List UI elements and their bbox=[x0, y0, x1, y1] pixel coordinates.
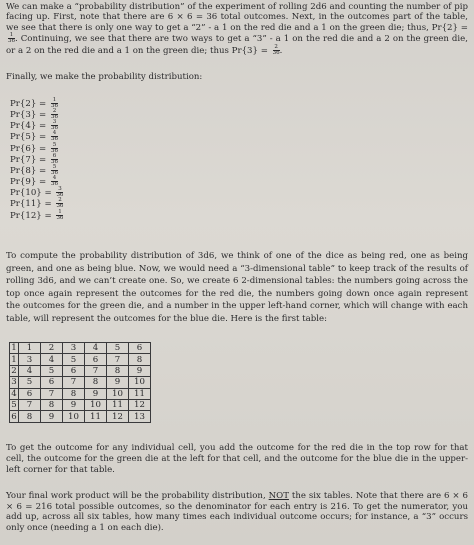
distribution-row bbox=[10, 187, 63, 198]
table-row bbox=[10, 388, 151, 399]
table-cell: 3 bbox=[19, 354, 41, 365]
fraction-denominator: 36 bbox=[56, 192, 64, 199]
table-cell: 10 bbox=[129, 377, 151, 388]
distribution-row bbox=[10, 176, 63, 187]
not-underlined: NOT bbox=[268, 491, 289, 501]
table-cell: 2 bbox=[11, 365, 17, 376]
fraction-pr2: $\frac{1}{36}$ bbox=[8, 32, 15, 45]
distribution-label: Pr{9} = bbox=[10, 177, 49, 188]
table-cell: 9 bbox=[85, 388, 107, 399]
fraction-denominator: 36 bbox=[50, 169, 58, 176]
table-cell: 10 bbox=[85, 399, 107, 410]
table-cell: 4 bbox=[41, 354, 63, 365]
table-cell: 6 bbox=[41, 377, 63, 388]
intro-text-a: We can make a “probability distribution” of the experiment of rolling 2d6 and counting the number of pip facing up. First, note that there are 6 × 6 = 36 total outcomes. Next, in the outcomes part of the table, we see that there is only one way to get a “2” - a 1 on the red die and a 1 on the green die; thus, Pr{2} = bbox=[6, 2, 468, 33]
table-cell: 13 bbox=[129, 411, 151, 422]
distribution-fraction bbox=[56, 198, 63, 209]
distribution-label: Pr{10} = bbox=[10, 188, 55, 199]
table-cell: 5 bbox=[41, 365, 63, 376]
table-corner-cell: 1 bbox=[11, 343, 17, 354]
table-cell: 5 bbox=[19, 377, 41, 388]
distribution-label: Pr{5} = bbox=[10, 132, 49, 143]
table-row bbox=[10, 411, 151, 422]
cell-outcome-paragraph: To get the outcome for any individual cell, you add the outcome for the red die in the top row for that cell, the outcome for the green die at the left for that cell, and the outcome for the blue die in the upper-left corner for that table. bbox=[6, 443, 468, 475]
table-cell: 11 bbox=[129, 388, 151, 399]
table-cell: 3 bbox=[11, 377, 17, 388]
table-cell: 8 bbox=[107, 365, 129, 376]
table-cell: 8 bbox=[85, 377, 107, 388]
distribution-label: Pr{8} = bbox=[10, 165, 49, 176]
fraction-denominator: 36 bbox=[50, 103, 58, 109]
table-cell: 1 bbox=[19, 343, 41, 354]
table-cell: 6 bbox=[85, 354, 107, 365]
distribution-fraction bbox=[56, 210, 63, 221]
table-cell: 8 bbox=[19, 411, 41, 422]
fraction-pr3: $\frac{2}{36}$ bbox=[272, 43, 280, 56]
table-cell: 7 bbox=[19, 399, 41, 410]
fraction-numerator: 1 bbox=[52, 97, 57, 103]
fraction-denominator: 36 bbox=[50, 181, 58, 188]
distribution-label: Pr{3} = bbox=[10, 110, 49, 121]
table-row bbox=[10, 377, 151, 388]
table-row bbox=[10, 354, 151, 365]
table-cell: 8 bbox=[63, 388, 85, 399]
table-cell: 9 bbox=[41, 411, 63, 422]
table-cell: 4 bbox=[85, 343, 107, 354]
fraction-numerator: 3 bbox=[58, 186, 62, 193]
table-cell: 4 bbox=[19, 365, 41, 376]
distribution-fraction bbox=[51, 176, 58, 187]
distribution-row bbox=[10, 210, 63, 221]
fraction-numerator: 5 bbox=[52, 163, 57, 170]
table-cell: 1 bbox=[11, 354, 17, 365]
distribution-row bbox=[10, 198, 63, 209]
table-cell: 8 bbox=[129, 354, 151, 365]
table-cell: 4 bbox=[11, 388, 17, 399]
table-row bbox=[10, 365, 151, 376]
distribution-heading: Finally, we make the probability distribution: bbox=[6, 72, 203, 82]
table-cell: 11 bbox=[85, 411, 107, 422]
fraction-denominator: 36 bbox=[56, 203, 64, 210]
distribution-fraction bbox=[51, 143, 58, 154]
table-cell: 12 bbox=[129, 399, 151, 410]
table-cell: 7 bbox=[107, 354, 129, 365]
fraction-numerator: 6 bbox=[52, 152, 57, 159]
table-header-row bbox=[10, 343, 151, 354]
table-cell: 7 bbox=[41, 388, 63, 399]
table-cell: 9 bbox=[107, 377, 129, 388]
intro-text-c: . bbox=[279, 45, 283, 56]
final-text-b: the six tables. Note that there are 6 × 6 × 6 = 216 total possible outcomes, so the denominator for each entry is 216. To get the numerator, you add up, across all six tables, how many times each individual outcome occurs; for instance, a “3” occurs only once (needing a 1 on each die). bbox=[6, 491, 468, 533]
table-cell: 5 bbox=[107, 343, 129, 354]
fraction-numerator: 2 bbox=[52, 108, 57, 115]
table-cell: 6 bbox=[19, 388, 41, 399]
table-cell: 6 bbox=[129, 343, 151, 354]
table-cell: 5 bbox=[11, 400, 17, 411]
distribution-label: Pr{11} = bbox=[10, 199, 55, 210]
distribution-row bbox=[10, 131, 63, 142]
distribution-label: Pr{12} = bbox=[10, 210, 55, 221]
fraction-denominator: 36 bbox=[50, 158, 58, 165]
table-cell: 2 bbox=[41, 343, 63, 354]
fraction-denominator: 36 bbox=[50, 125, 58, 132]
table-cell: 8 bbox=[41, 399, 63, 410]
fraction-numerator: 4 bbox=[52, 175, 57, 182]
table-cell: 12 bbox=[107, 411, 129, 422]
table-cell: 3 bbox=[63, 343, 85, 354]
fraction-numerator: 5 bbox=[52, 141, 57, 148]
distribution-label: Pr{7} = bbox=[10, 154, 49, 165]
intro-paragraph bbox=[6, 2, 468, 56]
fraction-numerator: 4 bbox=[52, 130, 57, 137]
intro-text-b: . Continuing, we see that there are two ways to get a “3” - a 1 on the red die and a 2 on the green die, or a 2 on the red die and a 1 on the green die; thus Pr{3} = bbox=[6, 34, 468, 56]
probability-distribution-list bbox=[10, 98, 63, 221]
table-cell: 10 bbox=[63, 411, 85, 422]
outcome-table bbox=[9, 342, 151, 423]
fraction-numerator: 2 bbox=[58, 197, 62, 204]
table-cell: 5 bbox=[63, 354, 85, 365]
table-cell: 11 bbox=[107, 399, 129, 410]
final-work-paragraph bbox=[6, 491, 468, 533]
table-cell: 7 bbox=[63, 377, 85, 388]
3d6-explanation-paragraph: To compute the probability distribution of 3d6, we think of one of the dice as being red, one as being green, and one as being blue. Now, we would need a “3-dimensional table” to keep track of the results of rolling 3d6, and we can’t create one. So, we create 6 2-dimensional tables: the numbers going across the top once again represent the outcomes for the red die, the numbers going down once again represent the outcomes for the green die, and a number in the upper left-hand corner, which will change with each table, will represent the outcomes for the blue die. Here is the first table: bbox=[6, 251, 468, 324]
table-cell: 7 bbox=[85, 365, 107, 376]
distribution-fraction bbox=[51, 131, 58, 142]
fraction-denominator: 36 bbox=[50, 114, 58, 121]
table-cell: 6 bbox=[63, 365, 85, 376]
fraction-numerator: 1 bbox=[58, 208, 62, 215]
table-cell: 9 bbox=[63, 399, 85, 410]
fraction-denominator: 36 bbox=[50, 147, 58, 154]
distribution-label: Pr{6} = bbox=[10, 143, 49, 154]
fraction-denominator: 36 bbox=[56, 214, 64, 221]
table-cell: 10 bbox=[107, 388, 129, 399]
distribution-label: Pr{2} = bbox=[10, 99, 49, 109]
distribution-label: Pr{4} = bbox=[10, 121, 49, 132]
table-row bbox=[10, 399, 151, 410]
fraction-denominator: 36 bbox=[50, 136, 58, 143]
final-text-a: Your final work product will be the probability distribution, bbox=[6, 491, 269, 501]
table-cell: 9 bbox=[129, 365, 151, 376]
fraction-numerator: 3 bbox=[52, 119, 57, 126]
table-cell: 6 bbox=[11, 411, 17, 422]
